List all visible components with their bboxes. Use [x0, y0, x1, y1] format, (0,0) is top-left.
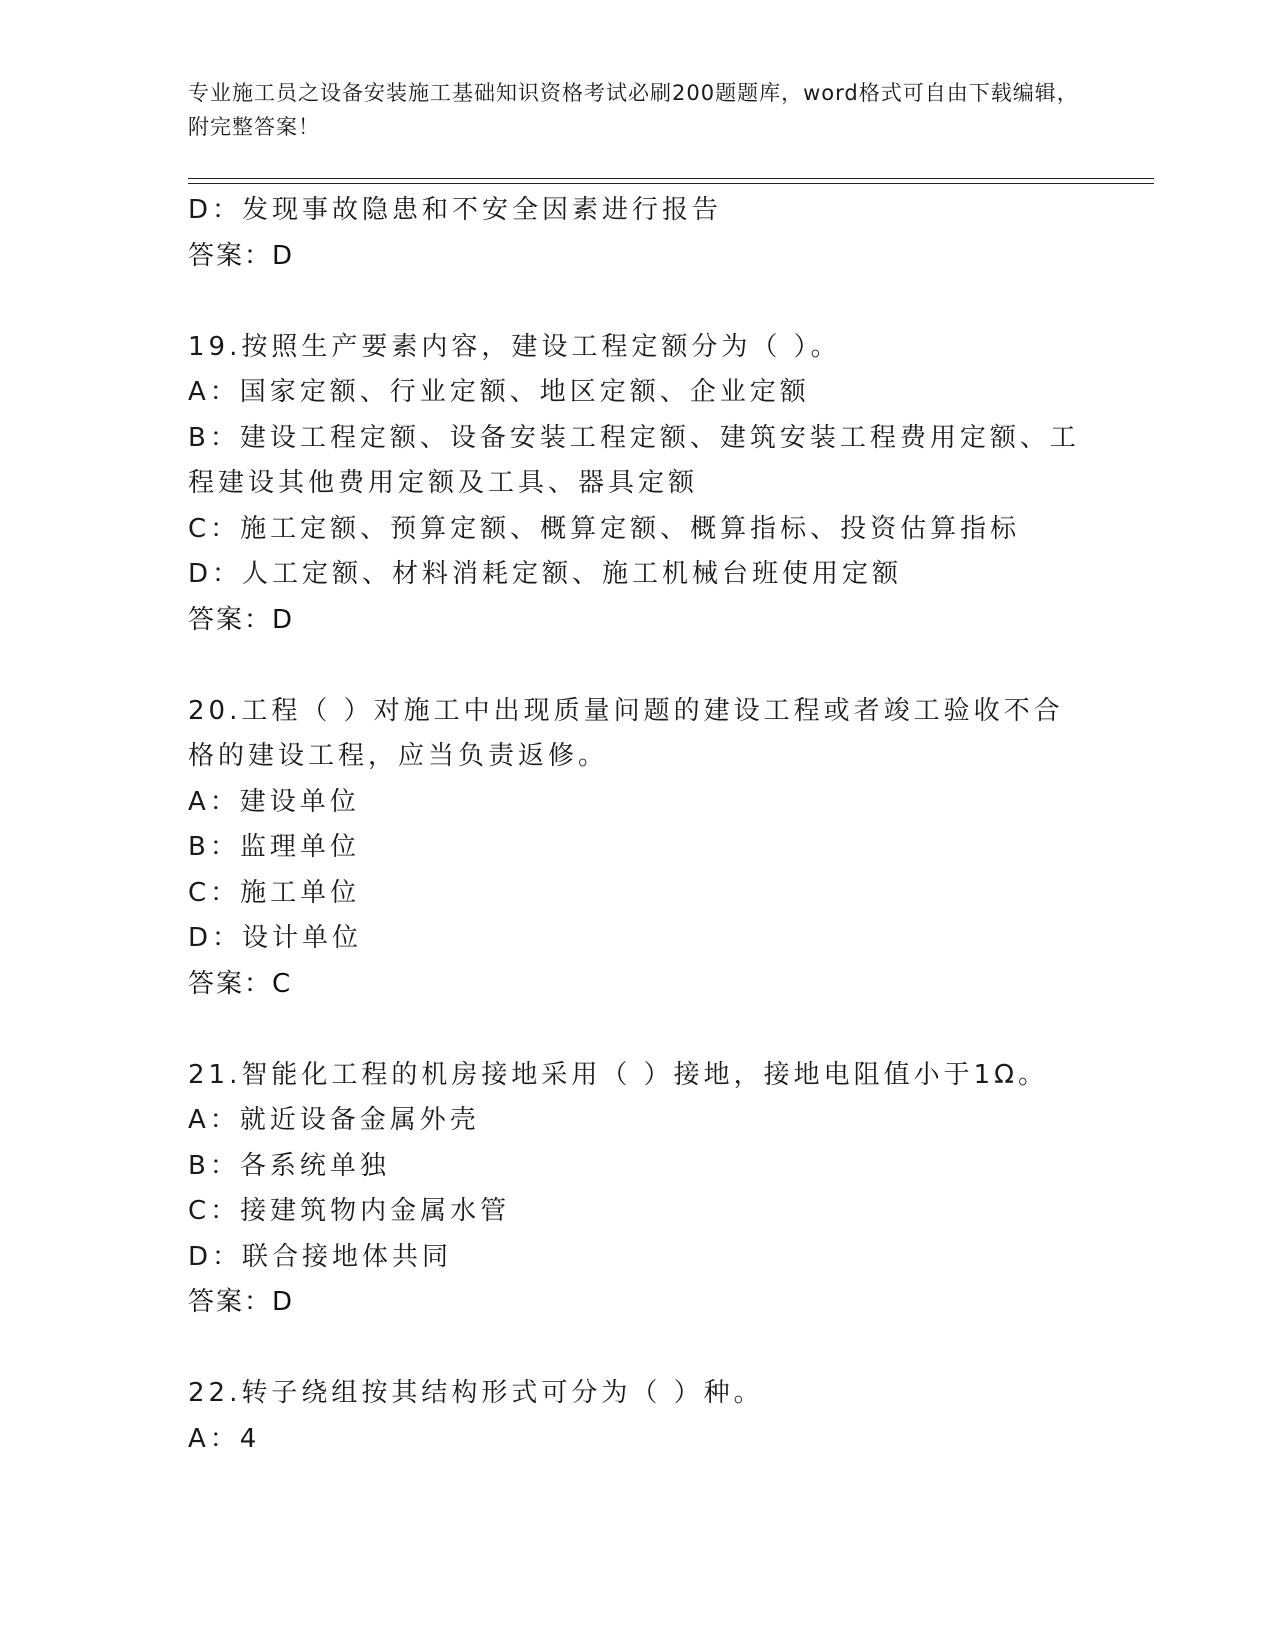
spacer	[188, 1007, 1088, 1053]
option-d: D：发现事故隐患和不安全因素进行报告	[188, 195, 723, 225]
option-b: B：各系统单独	[188, 1150, 390, 1181]
option-c: C：施工单位	[188, 877, 361, 908]
question-21	[188, 1053, 1088, 1326]
option-b: B：建设工程定额、设备安装工程定额、建筑安装工程费用定额、工程建设其他费用定额及工具、器具定额	[188, 422, 1080, 498]
option-c: C：接建筑物内金属水管	[188, 1196, 511, 1226]
previous-question-tail	[188, 188, 1088, 279]
option-d: D：设计单位	[188, 923, 363, 953]
question-stem: 21.智能化工程的机房接地采用（ ）接地，接地电阻值小于1Ω。	[188, 1059, 1049, 1090]
question-stem: 19.按照生产要素内容，建设工程定额分为（ ）。	[188, 331, 841, 362]
option-b: B：监理单位	[188, 832, 360, 862]
option-d: D：人工定额、材料消耗定额、施工机械台班使用定额	[188, 559, 903, 589]
option-a: A：建设单位	[188, 786, 360, 817]
option-a: A：国家定额、行业定额、地区定额、企业定额	[188, 377, 810, 407]
question-stem: 22.转子绕组按其结构形式可分为（ ）种。	[188, 1378, 764, 1408]
header-double-rule	[188, 178, 1154, 184]
question-22	[188, 1371, 1088, 1462]
option-a: A：4	[188, 1423, 261, 1454]
page-header-text: 专业施工员之设备安装施工基础知识资格考试必刷200题题库，word格式可自由下载编辑，附完整答案！	[188, 81, 1079, 139]
answer-line: 答案：D	[188, 604, 295, 635]
option-d: D：联合接地体共同	[188, 1241, 453, 1272]
answer-line: 答案：D	[188, 1287, 295, 1317]
question-19	[188, 325, 1088, 644]
page-content	[188, 188, 1088, 1462]
spacer	[188, 279, 1088, 325]
option-a: A：就近设备金属外壳	[188, 1105, 480, 1135]
answer-line: 答案：C	[188, 968, 293, 999]
spacer	[188, 1326, 1088, 1372]
option-c: C：施工定额、预算定额、概算定额、概算指标、投资估算指标	[188, 513, 1021, 544]
answer-line: 答案：D	[188, 240, 295, 271]
question-stem: 20.工程（ ）对施工中出现质量问题的建设工程或者竣工验收不合格的建设工程，应当负责返修。	[188, 695, 1064, 771]
question-20	[188, 689, 1088, 1008]
spacer	[188, 643, 1088, 689]
